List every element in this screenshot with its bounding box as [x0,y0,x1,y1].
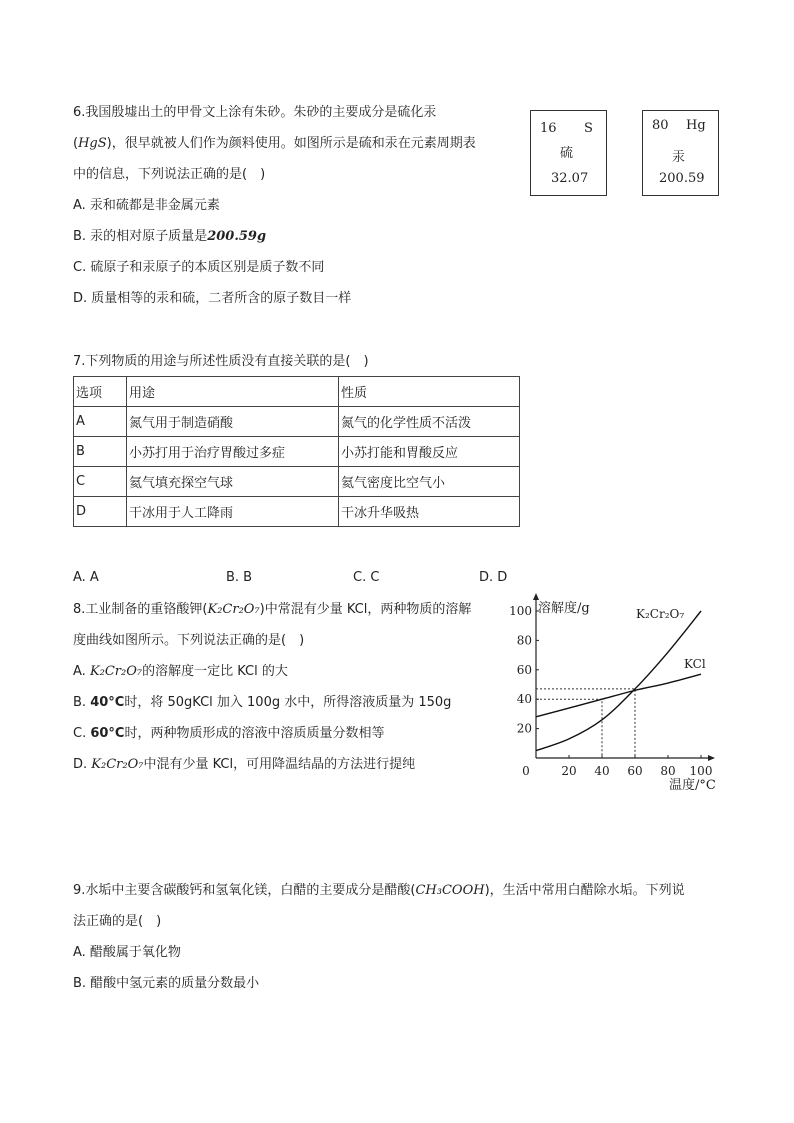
table-cell: 干冰升华吸热 [339,497,520,527]
option-letter: B. [73,695,91,710]
q6-option-a[interactable]: A. 汞和硫都是非金属元素 [73,198,220,213]
q9-stem-text: 9.水垢中主要含碳酸钙和氢氧化镁，白醋的主要成分是醋酸( [73,883,416,898]
table-cell: 氦气密度比空气小 [339,467,520,497]
mercury-atomic-mass: 200.59 [659,171,705,186]
table-cell: A [74,407,127,437]
mercury-element-card [642,110,719,196]
q9-stem-line2: 法正确的是( ) [73,914,162,929]
y-tick-label: 20 [516,721,532,736]
table-cell: 氮气用于制造硝酸 [127,407,339,437]
table-cell: D [74,497,127,527]
q7-option-a[interactable]: A. A [73,570,99,585]
mercury-name: 汞 [672,150,686,165]
q8-formula: K₂Cr₂O₇ [207,602,260,617]
x-tick-label: 80 [660,764,676,778]
q9-option-b[interactable]: B. 醋酸中氢元素的质量分数最小 [73,976,260,991]
option-text: 中混有少量 KCl，可用降温结晶的方法进行提纯 [143,757,416,772]
y-tick-label: 100 [509,604,532,618]
q6-option-b-text: B. 汞的相对原子质量是 [73,229,208,244]
table-cell: 干冰用于人工降雨 [127,497,339,527]
q8-temperature: 40°C [90,695,125,710]
q9-stem-text: )，生活中常用白醋除水垢。下列说 [484,883,685,898]
q6-option-d[interactable]: D. 质量相等的汞和硫，二者所含的原子数目一样 [73,291,352,306]
table-cell: 小苏打能和胃酸反应 [339,437,520,467]
sulfur-atomic-mass: 32.07 [551,171,589,186]
q8-option-a[interactable] [73,663,288,681]
origin-label: 0 [522,764,530,778]
mercury-symbol: Hg [686,118,706,133]
y-axis-arrow [533,593,539,600]
q6-formula-hgs: HgS [78,136,107,151]
table-header-cell: 性质 [339,377,520,407]
q7-table [73,376,520,527]
table-cell: C [74,467,127,497]
q7-stem: 7.下列物质的用途与所述性质没有直接关联的是( ) [73,354,369,369]
table-header-cell: 用途 [127,377,339,407]
option-text: 时，将 50gKCl 加入 100g 水中，所得溶液质量为 150g [124,695,452,710]
series-line-kcl [536,674,701,717]
x-tick-label: 100 [689,764,713,778]
sulfur-name: 硫 [560,146,574,161]
q6-stem-line1: 6.我国殷墟出土的甲骨文上涂有朱砂。朱砂的主要成分是硫化汞 [73,105,437,120]
table-row [74,497,520,527]
q7-option-b[interactable]: B. B [226,570,253,585]
q6-stem-line2-text: )，很早就被人们作为颜料使用。如图所示是硫和汞在元素周期表 [106,136,476,151]
table-cell: 氮气的化学性质不活泼 [339,407,520,437]
y-tick-label: 40 [516,692,532,707]
q8-stem-text: 8.工业制备的重铬酸钾( [73,602,208,617]
mercury-atomic-number: 80 [652,118,669,133]
q6-option-b[interactable] [73,228,266,246]
option-text: 的溶解度一定比 KCl 的大 [142,664,288,679]
q8-stem-text: )中常混有少量 KCl，两种物质的溶解 [259,602,472,617]
option-letter: C. [73,726,91,741]
table-cell: 氦气填充探空气球 [127,467,339,497]
table-row [74,467,520,497]
table-cell: B [74,437,127,467]
table-row [74,437,520,467]
q8-temperature: 60°C [90,726,125,741]
table-header-cell: 选项 [74,377,127,407]
q9-option-a[interactable]: A. 醋酸属于氧化物 [73,945,181,960]
sulfur-symbol: S [584,121,593,136]
table-cell: 小苏打用于治疗胃酸过多症 [127,437,339,467]
option-letter: A. [73,664,90,679]
option-letter: D. [73,757,92,772]
x-axis-title: 温度/°C [669,778,716,790]
table-row [74,407,520,437]
x-tick-label: 40 [594,764,610,778]
q6-option-c[interactable]: C. 硫原子和汞原子的本质区别是质子数不同 [73,260,325,275]
q8-formula: K₂Cr₂O₇ [89,664,143,679]
series-label-k2cr2o7: K₂Cr₂O₇ [636,607,685,621]
q8-stem-line2: 度曲线如图所示。下列说法正确的是( ) [73,633,305,648]
solubility-chart [500,590,740,790]
q7-option-d[interactable]: D. D [479,570,508,585]
option-text: 时，两种物质形成的溶液中溶质质量分数相等 [124,726,385,741]
x-axis-arrow [708,755,715,761]
x-tick-label: 20 [561,764,577,778]
y-axis-title: 溶解度/g [538,601,590,616]
q6-option-b-value: 200.59g [207,229,267,244]
x-tick-label: 60 [627,764,643,778]
sulfur-element-card [530,110,607,196]
q8-option-b[interactable] [73,694,451,712]
q6-stem-line3: 中的信息，下列说法正确的是( ) [73,167,266,182]
series-label-kcl: KCl [684,657,706,671]
q6-stem-line2 [73,135,476,153]
q7-option-c[interactable]: C. C [353,570,380,585]
q8-stem-line1 [73,601,471,619]
q8-option-c[interactable] [73,725,385,743]
q8-formula: K₂Cr₂O₇ [91,757,144,772]
paren: ( [73,136,79,151]
sulfur-atomic-number: 16 [540,121,557,136]
y-tick-label: 80 [516,633,532,648]
q9-formula: CH₃COOH [415,883,485,898]
table-header-row [74,377,520,407]
y-tick-label: 60 [516,662,532,677]
q8-option-d[interactable] [73,756,415,774]
q9-stem-line1 [73,882,685,900]
